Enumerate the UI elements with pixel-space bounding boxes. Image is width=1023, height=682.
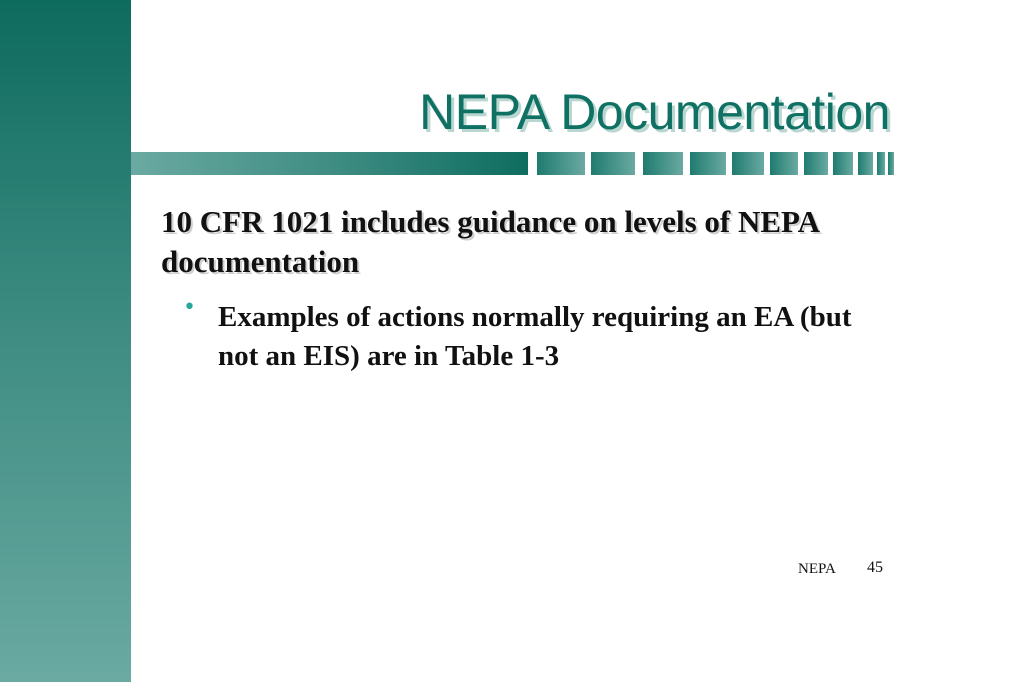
divider-block [591,152,635,175]
bullet-text: Examples of actions normally requiring an EA (but not an EIS) are in Table 1-3 [218,301,852,372]
title-divider-bar [131,152,896,175]
left-decorative-band [0,0,131,682]
divider-block [888,152,894,175]
divider-block [833,152,853,175]
divider-block [643,152,683,175]
slide-title: NEPA Documentation [419,84,890,140]
slide-body [161,202,881,376]
page-number: 45 [867,559,883,576]
footer-label: NEPA [798,561,836,577]
main-heading-text: 10 CFR 1021 includes guidance on levels of NEPA documentation [161,204,819,279]
divider-block [690,152,726,175]
bullet-dot-icon: • [183,295,196,320]
divider-block [877,152,885,175]
divider-block [537,152,585,175]
divider-gradient-segment [131,152,528,175]
divider-block [732,152,764,175]
divider-block [858,152,873,175]
divider-block [804,152,828,175]
bullet-item [161,295,881,376]
divider-block [770,152,798,175]
